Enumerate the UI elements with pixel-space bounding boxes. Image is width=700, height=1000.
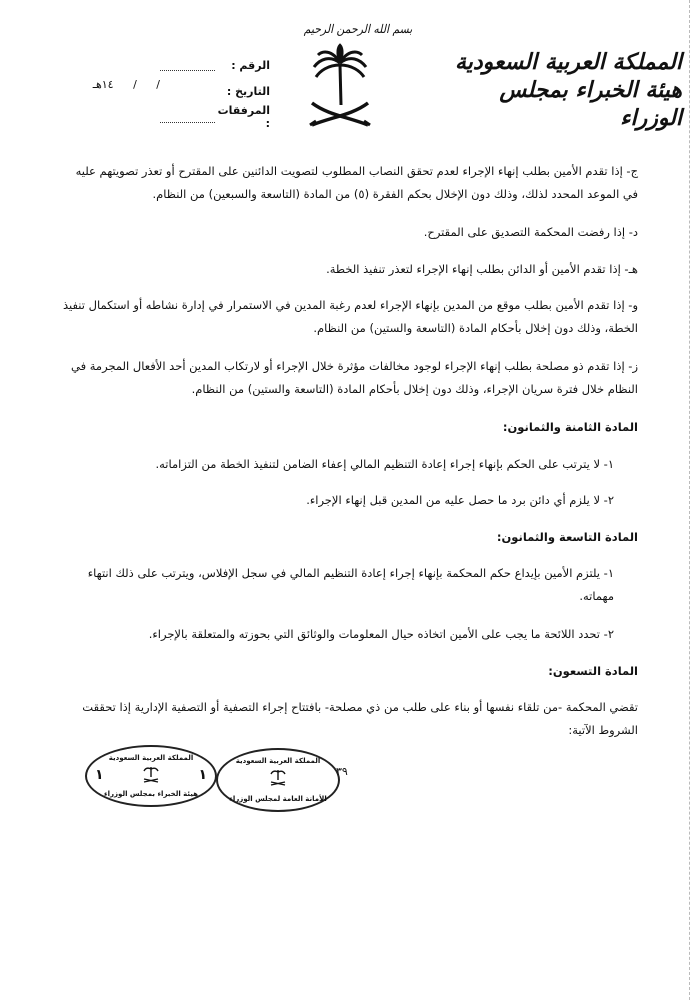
number-field <box>160 52 270 78</box>
stamp2-top-text: المملكة العربية السعودية <box>235 757 321 765</box>
attachments-label: المرفقات : <box>217 104 270 130</box>
kingdom-line-2: هيئة الخبراء بمجلس الوزراء <box>499 77 682 131</box>
article-88-item-1: ١- لا يترتب على الحكم بإنهاء إجراء إعادة التنظيم المالي إعفاء الضامن لتنفيذ الخطة من التزاماته. <box>155 456 614 471</box>
stamp-left-number: ١ <box>95 767 104 783</box>
date-line <box>160 86 215 96</box>
number-label: الرقم : <box>231 58 270 72</box>
stamp-right-number: ١ <box>198 767 207 783</box>
secretariat-stamp <box>216 748 340 812</box>
stamp2-emblem-icon <box>269 768 287 786</box>
saudi-emblem-icon <box>308 45 372 135</box>
article-88-title: المادة الثامنة والثمانون: <box>502 420 638 434</box>
date-field <box>160 78 270 104</box>
article-90-title: المادة التسعون: <box>548 663 638 678</box>
basmala: بسم الله الرحمن الرحيم <box>303 22 413 36</box>
date-value: / / ١٤هـ <box>92 78 160 91</box>
clause-h: هـ- إذا تقدم الأمين أو الدائن بطلب إنهاء الإجراء لتعذر تنفيذ الخطة. <box>326 261 638 276</box>
clause-z: ز- إذا تقدم ذو مصلحة بطلب إنهاء الإجراء لوجود مخالفات مؤثرة خلال الإجراء أو لارتكاب المدين أحد الأفعال المجرمة في النظام خلال فترة سريان الإجراء، وذلك دون إخلال بأحكام المادة (التاسعة والستين) من النظام. <box>71 359 638 396</box>
scan-edge <box>687 0 690 1000</box>
article-90-text: تقضي المحكمة -من تلقاء نفسها أو بناء على طلب من ذي مصلحة- بافتتاح إجراء التصفية أو التصفية الإدارية إذا تحققت الشروط الآتية: <box>82 700 638 737</box>
stamp-emblem-icon <box>142 765 160 783</box>
attachments-field <box>160 104 270 130</box>
attachments-line <box>160 112 215 123</box>
reference-fields <box>160 52 270 130</box>
article-89-item-2: ٢- تحدد اللائحة ما يجب على الأمين اتخاذه حيال المعلومات والوثائق التي بحوزته والمتعلقة بالإجراء. <box>148 627 614 641</box>
stamp-bottom-text: هيئة الخبراء بمجلس الوزراء <box>104 790 198 798</box>
stamp-top-text: المملكة العربية السعودية <box>108 754 194 762</box>
article-89-item-1: ١- يلتزم الأمين بإيداع حكم المحكمة بإنهاء إجراء إعادة التنظيم المالي في سجل الإفلاس، ويترتب على ذلك انتهاء مهماته. <box>87 566 614 603</box>
clause-w: و- إذا تقدم الأمين بطلب موقع من المدين بإنهاء الإجراء لعدم رغبة المدين في الاستمرار في إدارة نشاطه أو استكمال تنفيذ الخطة، وذلك دون إخلال بأحكام المادة (التاسعة والستين) من النظام. <box>62 298 638 335</box>
date-label: التاريخ : <box>226 84 270 98</box>
stamp2-bottom-text: الأمانة العامة لمجلس الوزراء <box>229 795 327 803</box>
kingdom-title <box>442 48 682 132</box>
document-body <box>58 160 638 755</box>
clause-j: ج- إذا تقدم الأمين بطلب إنهاء الإجراء لعدم تحقق النصاب المطلوب لتصويت الدائنين على المقترح أو تعذر تصويتهم عليه في الموعد المحدد لذلك، وذلك دون الإخلال بحكم الفقرة (٥) من المادة (التاسعة والسبعين) من النظام. <box>75 164 638 201</box>
letterhead <box>0 0 700 150</box>
kingdom-line-1: المملكة العربية السعودية <box>454 49 682 75</box>
page-number: ٣٩ <box>336 765 348 778</box>
official-stamp <box>85 745 217 807</box>
clause-d: د- إذا رفضت المحكمة التصديق على المقترح. <box>423 225 638 239</box>
article-89-title: المادة التاسعة والثمانون: <box>496 529 638 544</box>
number-line <box>160 60 215 71</box>
article-88-item-2: ٢- لا يلزم أي دائن برد ما حصل عليه من المدين قبل إنهاء الإجراء. <box>306 493 614 507</box>
